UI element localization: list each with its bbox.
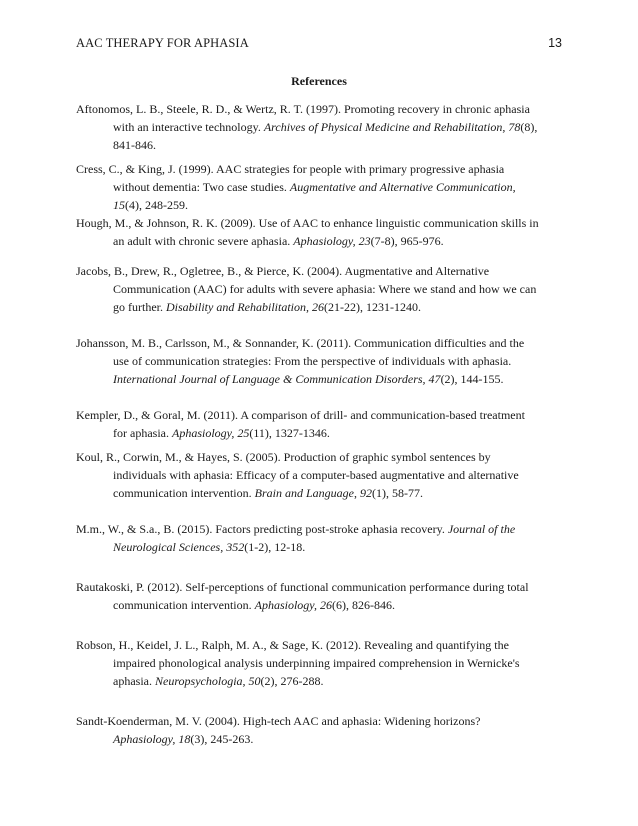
- reference-italic-text: Neuropsychologia, 50: [154, 674, 261, 689]
- reference-text: 841-846.: [113, 138, 156, 153]
- reference-line: [76, 672, 562, 690]
- reference-line: [76, 100, 562, 118]
- reference-text: with an interactive technology.: [113, 120, 264, 135]
- reference-text: Robson, H., Keidel, J. L., Ralph, M. A., & Sage, K. (2012). Revealing and quantifying the: [76, 638, 509, 652]
- reference-italic-text: Aphasiology, 25: [171, 426, 250, 441]
- reference-line: [76, 424, 562, 442]
- reference-entry: [76, 334, 562, 389]
- reference-entry: [76, 636, 562, 691]
- reference-entry: [76, 448, 562, 503]
- reference-line: [76, 466, 562, 484]
- reference-line: [76, 334, 562, 352]
- reference-text: Johansson, M. B., Carlsson, M., & Sonnander, K. (2011). Communication difficulties and the: [76, 336, 525, 350]
- reference-text: (1-2), 12-18.: [244, 540, 306, 555]
- reference-text: (8),: [520, 120, 538, 135]
- reference-text: (4), 248-259.: [125, 198, 188, 213]
- reference-text: Hough, M., & Johnson, R. K. (2009). Use of AAC to enhance linguistic communication skills in: [76, 216, 539, 230]
- reference-text: ,: [353, 486, 360, 501]
- reference-line: [76, 712, 562, 730]
- reference-line: [76, 280, 562, 298]
- reference-line: [76, 730, 562, 748]
- reference-italic-text: Journal of the: [447, 522, 516, 536]
- reference-line: [76, 160, 562, 178]
- page-number: 13: [548, 36, 562, 50]
- reference-line: [76, 352, 562, 370]
- reference-line: [76, 538, 562, 556]
- reference-line: [76, 214, 562, 232]
- reference-text: go further.: [113, 300, 166, 315]
- reference-text: communication intervention.: [113, 486, 255, 501]
- reference-line: [76, 406, 562, 424]
- reference-italic-text: Disability and Rehabilitation, 26: [166, 300, 324, 315]
- reference-text: (2), 144-155.: [440, 372, 504, 387]
- reference-text: Communication (AAC) for adults with severe aphasia: Where we stand and how we can: [113, 282, 537, 297]
- reference-entry: [76, 578, 562, 614]
- reference-text: (3), 245-263.: [190, 732, 254, 747]
- reference-entry: [76, 406, 562, 442]
- reference-line: [76, 136, 562, 154]
- reference-text: impaired phonological analysis underpinning impaired comprehension in Wernicke's: [113, 656, 520, 671]
- reference-line: [76, 636, 562, 654]
- reference-text: (6), 826-846.: [331, 598, 395, 613]
- reference-italic-text: Aphasiology, 23: [293, 234, 371, 249]
- reference-italic-text: Neurological Sciences, 352: [113, 540, 245, 555]
- reference-line: [76, 484, 562, 502]
- reference-text: (1), 58-77.: [371, 486, 423, 501]
- reference-text: (21-22), 1231-1240.: [324, 300, 421, 315]
- reference-line: [76, 596, 562, 614]
- reference-text: for aphasia.: [113, 426, 172, 441]
- reference-text: Cress, C., & King, J. (1999). AAC strategies for people with primary progressive aphasia: [76, 162, 505, 176]
- reference-text: Jacobs, B., Drew, R., Ogletree, B., & Pierce, K. (2004). Augmentative and Alternative: [76, 264, 490, 278]
- reference-line: [76, 448, 562, 466]
- reference-entry: [76, 520, 562, 556]
- reference-text: Rautakoski, P. (2012). Self-perceptions of functional communication performance during total: [76, 580, 529, 594]
- reference-line: [76, 118, 562, 136]
- reference-line: [76, 370, 562, 388]
- reference-italic-text: 92: [359, 486, 372, 501]
- reference-line: [76, 520, 562, 538]
- reference-text: (2), 276-288.: [260, 674, 324, 689]
- reference-text: Sandt-Koenderman, M. V. (2004). High-tech AAC and aphasia: Widening horizons?: [76, 714, 481, 728]
- reference-entry: [76, 712, 562, 748]
- reference-line: [76, 178, 562, 196]
- reference-text: Koul, R., Corwin, M., & Hayes, S. (2005). Production of graphic symbol sentences by: [76, 450, 491, 464]
- reference-line: [76, 654, 562, 672]
- reference-entry: [76, 160, 562, 215]
- reference-text: individuals with aphasia: Efficacy of a computer-based augmentative and alternative: [113, 468, 519, 483]
- reference-line: [76, 196, 562, 214]
- reference-text: Aftonomos, L. B., Steele, R. D., & Wertz, R. T. (1997). Promoting recovery in chronic aphasia: [76, 102, 530, 116]
- reference-line: [76, 298, 562, 316]
- reference-italic-text: Archives of Physical Medicine and Rehabilitation, 78: [263, 120, 521, 135]
- reference-italic-text: 15: [113, 198, 125, 213]
- reference-italic-text: Aphasiology, 18: [113, 732, 191, 747]
- reference-italic-text: International Journal of Language & Communication Disorders, 47: [113, 372, 441, 387]
- reference-text: use of communication strategies: From the perspective of individuals with aphasia.: [113, 354, 512, 369]
- reference-line: [76, 262, 562, 280]
- running-head: AAC THERAPY FOR APHASIA: [76, 36, 249, 50]
- reference-text: (11), 1327-1346.: [249, 426, 330, 441]
- reference-text: (7-8), 965-976.: [370, 234, 444, 249]
- reference-line: [76, 232, 562, 250]
- reference-entry: [76, 262, 562, 317]
- reference-italic-text: Augmentative and Alternative Communication,: [289, 180, 516, 195]
- reference-text: M.m., W., & S.a., B. (2015). Factors predicting post-stroke aphasia recovery.: [76, 522, 448, 536]
- reference-italic-text: Aphasiology, 26: [254, 598, 332, 613]
- reference-text: communication intervention.: [113, 598, 255, 613]
- reference-entry: [76, 100, 562, 155]
- reference-text: without dementia: Two case studies.: [113, 180, 290, 195]
- reference-entry: [76, 214, 562, 250]
- reference-italic-text: Brain and Language: [254, 486, 354, 501]
- reference-line: [76, 578, 562, 596]
- reference-text: Kempler, D., & Goral, M. (2011). A comparison of drill- and communication-based treatment: [76, 408, 525, 422]
- page-title: References: [291, 74, 347, 88]
- reference-text: an adult with chronic severe aphasia.: [113, 234, 294, 249]
- reference-text: aphasia.: [113, 674, 155, 689]
